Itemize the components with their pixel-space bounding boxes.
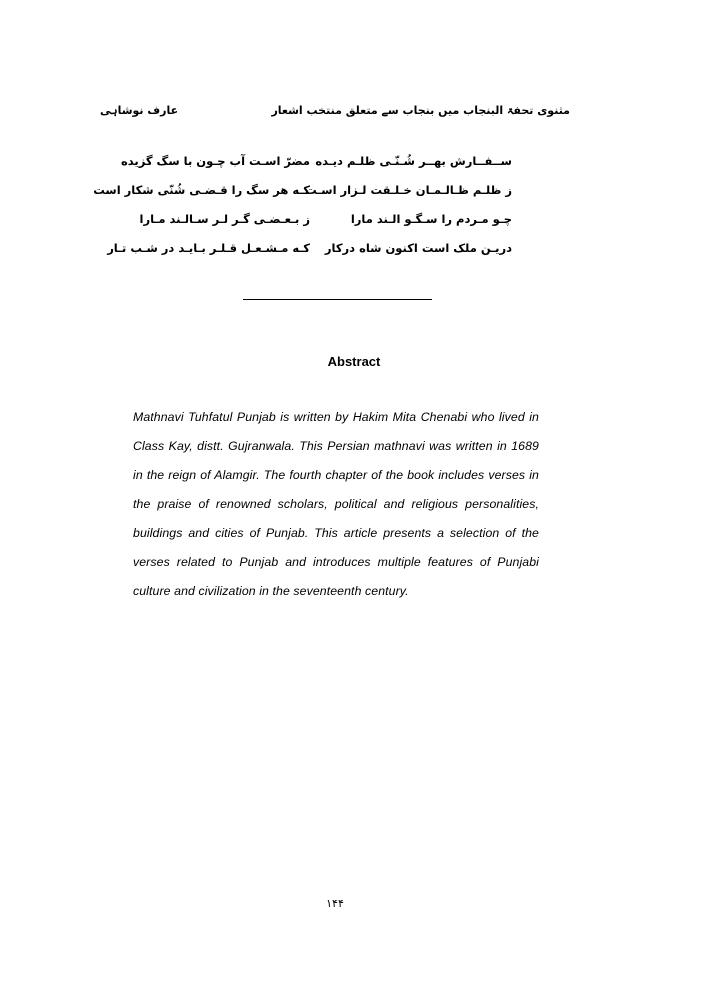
abstract-paragraph: Mathnavi Tuhfatul Punjab is written by Hakim Mita Chenabi who lived in Class Kay, distt. Gujranwala. This Persian mathnavi was written in 1689 in the reign of Alamgir. The fourth chapter of the book includes verses in the praise of renowned scholars, political and religious personalities, buildings and cities of Punjab. This article presents a selection of the verses related to Punjab and introduces multiple features of Punjabi culture and civilization in the seventeenth century. [133, 410, 539, 598]
verse-first-hemistich: چـو مـردم را سـگـو الـند مارا [350, 211, 512, 226]
verse-first-hemistich: دریـن ملک است اکنون شاه درکار [324, 240, 512, 255]
verse-second-hemistich: مضرّ اسـت آب چـون با سگ گزیده [120, 153, 310, 168]
verse-couplet [139, 204, 512, 233]
running-header [100, 104, 570, 124]
verse-first-hemistich: ز ظلـم ظـالـمـان خـلـقت لـزار اسـت [305, 182, 512, 197]
verse-couplet [107, 233, 512, 262]
abstract-body [133, 403, 539, 606]
verse-second-hemistich: ز بـعـضـی گـر لـر سـالـند مـارا [139, 211, 310, 226]
verse-couplet [93, 175, 512, 204]
verse-couplet [120, 146, 512, 175]
verse-second-hemistich: کـه هر سگ را قـضـی شُنّی شکار است [93, 182, 310, 197]
running-header-author: عارف نوشاہی [100, 104, 179, 117]
abstract-heading: Abstract [327, 354, 381, 369]
page-number: ۱۴۴ [326, 897, 344, 910]
verse-first-hemistich: ســفــارش بھــر شُـنّـی ظلـم دیـده [315, 153, 512, 168]
section-divider [243, 299, 432, 300]
verse-block [93, 146, 512, 262]
running-header-title: مثنوی تحفۃ البنجاب میں بنجاب سے متعلق منتخب اشعار [271, 104, 570, 117]
verse-second-hemistich: کـه مـشـعـل قـلـر بـایـد در شـب تـار [107, 240, 310, 255]
